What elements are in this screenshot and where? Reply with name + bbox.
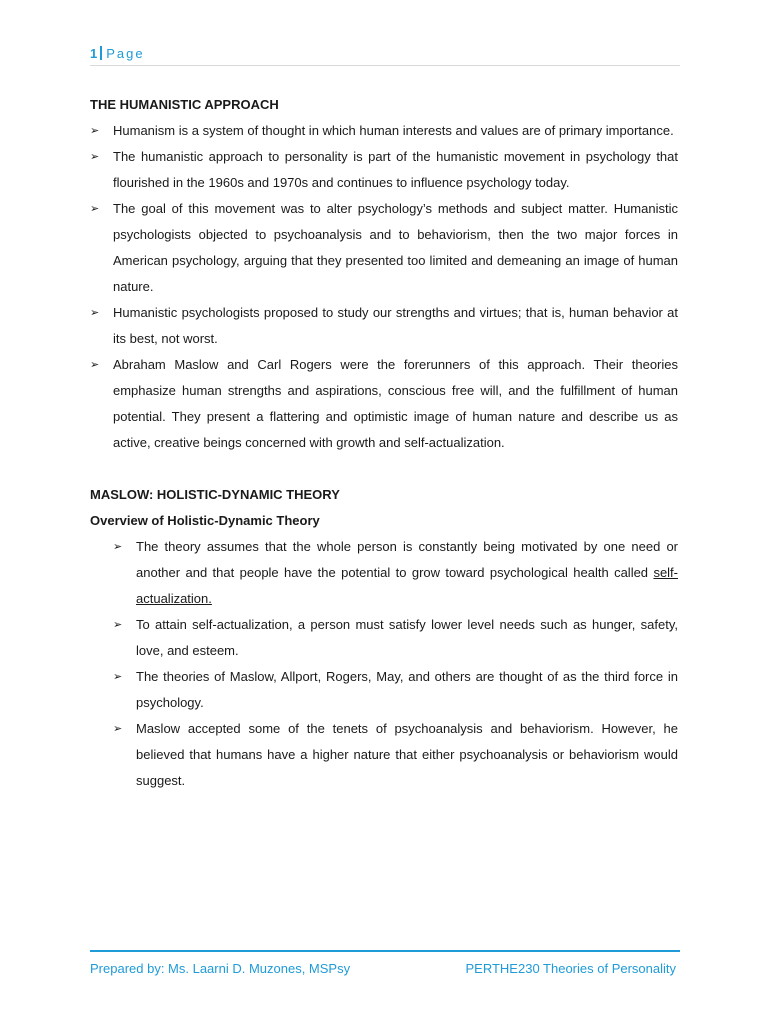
list-item-text: To attain self-actualization, a person must satisfy lower level needs such as hunger, safety, love, and esteem. bbox=[136, 617, 678, 658]
arrow-bullet-icon: ➢ bbox=[90, 203, 100, 215]
section-spacer bbox=[90, 456, 678, 482]
list-item bbox=[90, 196, 678, 300]
section-title-maslow: MASLOW: HOLISTIC-DYNAMIC THEORY bbox=[90, 487, 340, 502]
list-item-text: Humanistic psychologists proposed to study our strengths and virtues; that is, human behavior at its best, not worst. bbox=[113, 305, 678, 346]
arrow-bullet-icon: ➢ bbox=[113, 671, 123, 683]
page-label: Page bbox=[106, 46, 145, 61]
section-title-humanistic: THE HUMANISTIC APPROACH bbox=[90, 97, 279, 112]
document-body bbox=[90, 92, 678, 794]
list-item bbox=[90, 144, 678, 196]
list-item bbox=[90, 664, 678, 716]
arrow-bullet-icon: ➢ bbox=[90, 125, 100, 137]
list-item bbox=[90, 352, 678, 456]
list-item bbox=[90, 716, 678, 794]
arrow-bullet-icon: ➢ bbox=[113, 541, 123, 553]
list-item-text: The theories of Maslow, Allport, Rogers, May, and others are thought of as the third force in psychology. bbox=[136, 669, 678, 710]
page-header bbox=[90, 46, 680, 66]
arrow-bullet-icon: ➢ bbox=[90, 151, 100, 163]
maslow-bullet-list bbox=[90, 534, 678, 794]
footer-course: PERTHE230 Theories of Personality bbox=[465, 961, 676, 976]
list-item bbox=[90, 118, 678, 144]
list-item bbox=[90, 534, 678, 612]
page-number: 1 bbox=[90, 46, 98, 61]
footer-author: Prepared by: Ms. Laarni D. Muzones, MSPsy bbox=[90, 961, 351, 976]
list-item bbox=[90, 612, 678, 664]
humanistic-bullet-list bbox=[90, 118, 678, 456]
list-item-text: Abraham Maslow and Carl Rogers were the forerunners of this approach. Their theories emphasize human strengths and aspirations, conscious free will, and the fulfillment of human potential. They present a flattering and optimistic image of human nature and describe us as active, creative beings concerned with growth and self-actualization. bbox=[113, 357, 678, 450]
section-subtitle-overview: Overview of Holistic-Dynamic Theory bbox=[90, 513, 320, 528]
arrow-bullet-icon: ➢ bbox=[113, 619, 123, 631]
arrow-bullet-icon: ➢ bbox=[90, 307, 100, 319]
list-item-text: The theory assumes that the whole person is constantly being motivated by one need or another and that people have the potential to grow toward psychological health called bbox=[136, 539, 678, 580]
header-divider bbox=[100, 46, 102, 60]
list-item bbox=[90, 300, 678, 352]
arrow-bullet-icon: ➢ bbox=[113, 723, 123, 735]
list-item-text: The humanistic approach to personality is part of the humanistic movement in psychology that flourished in the 1960s and 1970s and continues to influence psychology today. bbox=[113, 149, 678, 190]
list-item-text: The goal of this movement was to alter psychology’s methods and subject matter. Humanistic psychologists objected to psychoanalysis and to behaviorism, then the two major forces in American psychology, arguing that they presented too limited and demeaning an image of human nature. bbox=[113, 201, 678, 294]
list-item-text: Maslow accepted some of the tenets of psychoanalysis and behaviorism. However, he believed that humans have a higher nature that either psychoanalysis or behaviorism would suggest. bbox=[136, 721, 678, 788]
underlined-term: self-actualization. bbox=[136, 565, 678, 606]
arrow-bullet-icon: ➢ bbox=[90, 359, 100, 371]
list-item-text: Humanism is a system of thought in which human interests and values are of primary importance. bbox=[113, 123, 674, 138]
footer-divider bbox=[90, 950, 680, 952]
